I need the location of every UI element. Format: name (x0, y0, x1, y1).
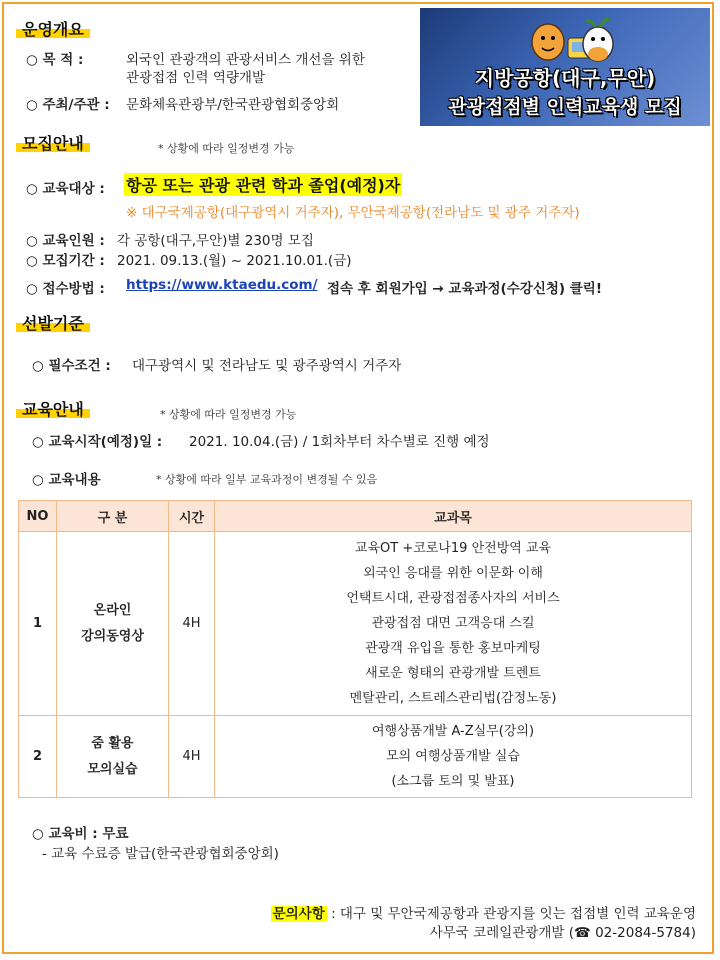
subject-item: 언택트시대, 관광접점종사자의 서비스 (346, 591, 560, 606)
requirement-value: 대구광역시 및 전라남도 및 광주광역시 거주자 (132, 358, 402, 374)
subject-item: (소그룹 토의 및 발표) (391, 774, 515, 789)
subject-item: 여행상품개발 A-Z실무(강의) (371, 724, 535, 739)
row-hours: 4H (169, 716, 215, 798)
content-note: * 상황에 따라 일부 교육과정이 변경될 수 있음 (156, 473, 378, 486)
target-label: ○ 교육대상 : (26, 181, 105, 197)
table-header-row (19, 501, 692, 532)
table-row (19, 716, 692, 798)
row-type-line1: 줌 활용 (91, 735, 134, 751)
section-title-selection: 선발기준 (16, 316, 90, 332)
subject-item: 교육OT +코로나19 안전방역 교육 (354, 541, 552, 556)
banner-title-line1: 지방공항(대구,무안) (474, 66, 656, 90)
table-row (19, 532, 692, 716)
period-value: 2021. 09.13.(월) ~ 2021.10.01.(금) (117, 253, 352, 269)
section-title-recruit: 모집안내 (16, 136, 90, 152)
subject-item: 새로운 형태의 관광개발 트렌트 (365, 666, 541, 681)
course-table (18, 500, 692, 798)
apply-url-link[interactable]: https://www.ktaedu.com/ (126, 277, 318, 293)
banner-title-line2: 관광접점별 인력교육생 모집 (448, 96, 682, 118)
contact-label: 문의사항 (272, 906, 325, 922)
section-title-overview: 운영개요 (16, 22, 90, 38)
education-note: * 상황에 따라 일정변경 가능 (160, 408, 297, 421)
apply-rest: 접속 후 회원가입 → 교육과정(수강신청) 클릭! (327, 281, 603, 297)
row-hours: 4H (169, 532, 215, 716)
subject-item: 모의 여행상품개발 실습 (386, 749, 520, 764)
start-label: ○ 교육시작(예정)일 : (32, 434, 163, 450)
section-title-education: 교육안내 (16, 402, 90, 418)
row-no: 1 (19, 532, 57, 716)
apply-label: ○ 접수방법 : (26, 281, 105, 297)
row-type (57, 716, 169, 798)
row-type-line2: 모의실습 (87, 761, 138, 777)
contact-desc: : 대구 및 무안국제공항과 관광지를 잇는 접점별 인력 교육운영 (326, 906, 696, 922)
purpose-line2: 관광접점 인력 역량개발 (126, 70, 265, 86)
purpose-line1: 외국인 관광객의 관광서비스 개선을 위한 (126, 52, 365, 68)
header-type: 구 분 (57, 501, 169, 532)
fee-label: ○ 교육비 : 무료 (32, 826, 129, 842)
period-label: ○ 모집기간 : (26, 253, 105, 269)
subject-item: 멘탈관리, 스트레스관리법(감정노동) (349, 691, 557, 706)
mascot-illustration (420, 8, 710, 68)
subject-item: 외국인 응대를 위한 이문화 이해 (363, 566, 543, 581)
host-label: ○ 주최/주관 : (26, 97, 110, 113)
row-type-line2: 강의동영상 (81, 628, 144, 644)
host-value: 문화체육관광부/한국관광협회중앙회 (126, 97, 340, 113)
header-no: NO (19, 501, 57, 532)
purpose-label: ○ 목 적 : (26, 52, 84, 68)
requirement-label: ○ 필수조건 : (32, 358, 111, 374)
row-type (57, 532, 169, 716)
header-subjects: 교과목 (215, 501, 692, 532)
count-value: 각 공항(대구,무안)별 230명 모집 (117, 233, 314, 249)
row-subjects (215, 716, 692, 798)
certificate-note: - 교육 수료증 발급(한국관광협회중앙회) (42, 846, 279, 862)
target-value: 항공 또는 관광 관련 학과 졸업(예정)자 (124, 173, 402, 196)
count-label: ○ 교육인원 : (26, 233, 105, 249)
recruit-note: * 상황에 따라 일정변경 가능 (158, 142, 295, 155)
row-no: 2 (19, 716, 57, 798)
banner-image (420, 8, 710, 126)
target-note: ※ 대구국제공항(대구광역시 거주자), 무안국제공항(전라남도 및 광주 거주자) (126, 205, 580, 221)
header-hours: 시간 (169, 501, 215, 532)
subject-item: 관광객 유입을 통한 홍보마케팅 (365, 641, 541, 656)
contact-line1 (271, 902, 696, 922)
subject-item: 관광접점 대면 고객응대 스킬 (371, 616, 535, 631)
start-value: 2021. 10.04.(금) / 1회차부터 차수별로 진행 예정 (189, 434, 490, 450)
row-type-line1: 온라인 (93, 602, 132, 618)
contact-line2: 사무국 코레일관광개발 (☎ 02-2084-5784) (429, 925, 696, 941)
row-subjects (215, 532, 692, 716)
content-label: ○ 교육내용 (32, 472, 101, 488)
